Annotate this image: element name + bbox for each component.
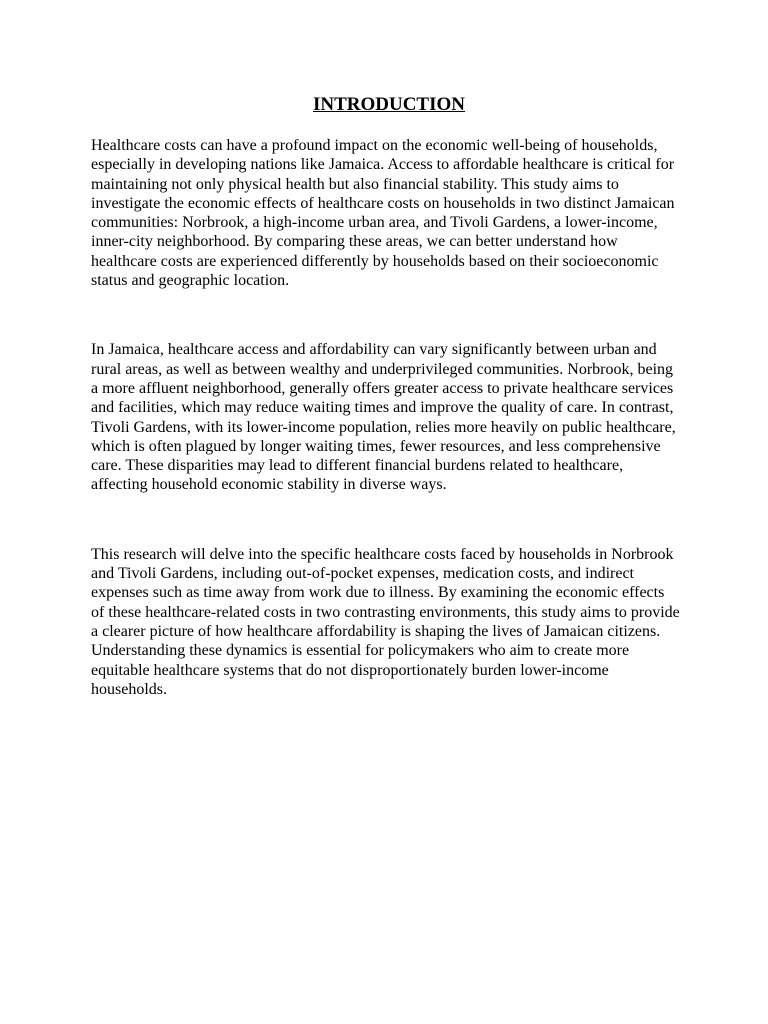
document-body [91, 93, 681, 699]
paragraph-2: In Jamaica, healthcare access and affordability can vary significantly between urban and rural areas, as well as between wealthy and underprivileged communities. Norbrook, being a more affluent neighborhood, generally offers greater access to private healthcare services and facilities, which may reduce waiting times and improve the quality of care. In contrast, Tivoli Gardens, with its lower-income population, relies more heavily on public healthcare, which is often plagued by longer waiting times, fewer resources, and less comprehensive care. These disparities may lead to different financial burdens related to healthcare, affecting household economic stability in diverse ways. [91, 341, 676, 494]
paragraph-3: This research will delve into the specific healthcare costs faced by households in Norbrook and Tivoli Gardens, including out-of-pocket expenses, medication costs, and indirect expenses such as time away from work due to illness. By examining the economic effects of these healthcare-related costs in two contrasting environments, this study aims to provide a clearer picture of how healthcare affordability is shaping the lives of Jamaican citizens. Understanding these dynamics is essential for policymakers who aim to create more equitable healthcare systems that do not disproportionately burden lower-income households. [91, 545, 680, 698]
paragraph-1: Healthcare costs can have a profound impact on the economic well-being of households, especially in developing nations like Jamaica. Access to affordable healthcare is critical for maintaining not only physical health but also financial stability. This study aims to investigate the economic effects of healthcare costs on households in two distinct Jamaican communities: Norbrook, a high-income urban area, and Tivoli Gardens, a lower-income, inner-city neighborhood. By comparing these areas, we can better understand how healthcare costs are experienced differently by households based on their socioeconomic status and geographic location. [91, 137, 675, 290]
page-title: INTRODUCTION [312, 94, 466, 115]
